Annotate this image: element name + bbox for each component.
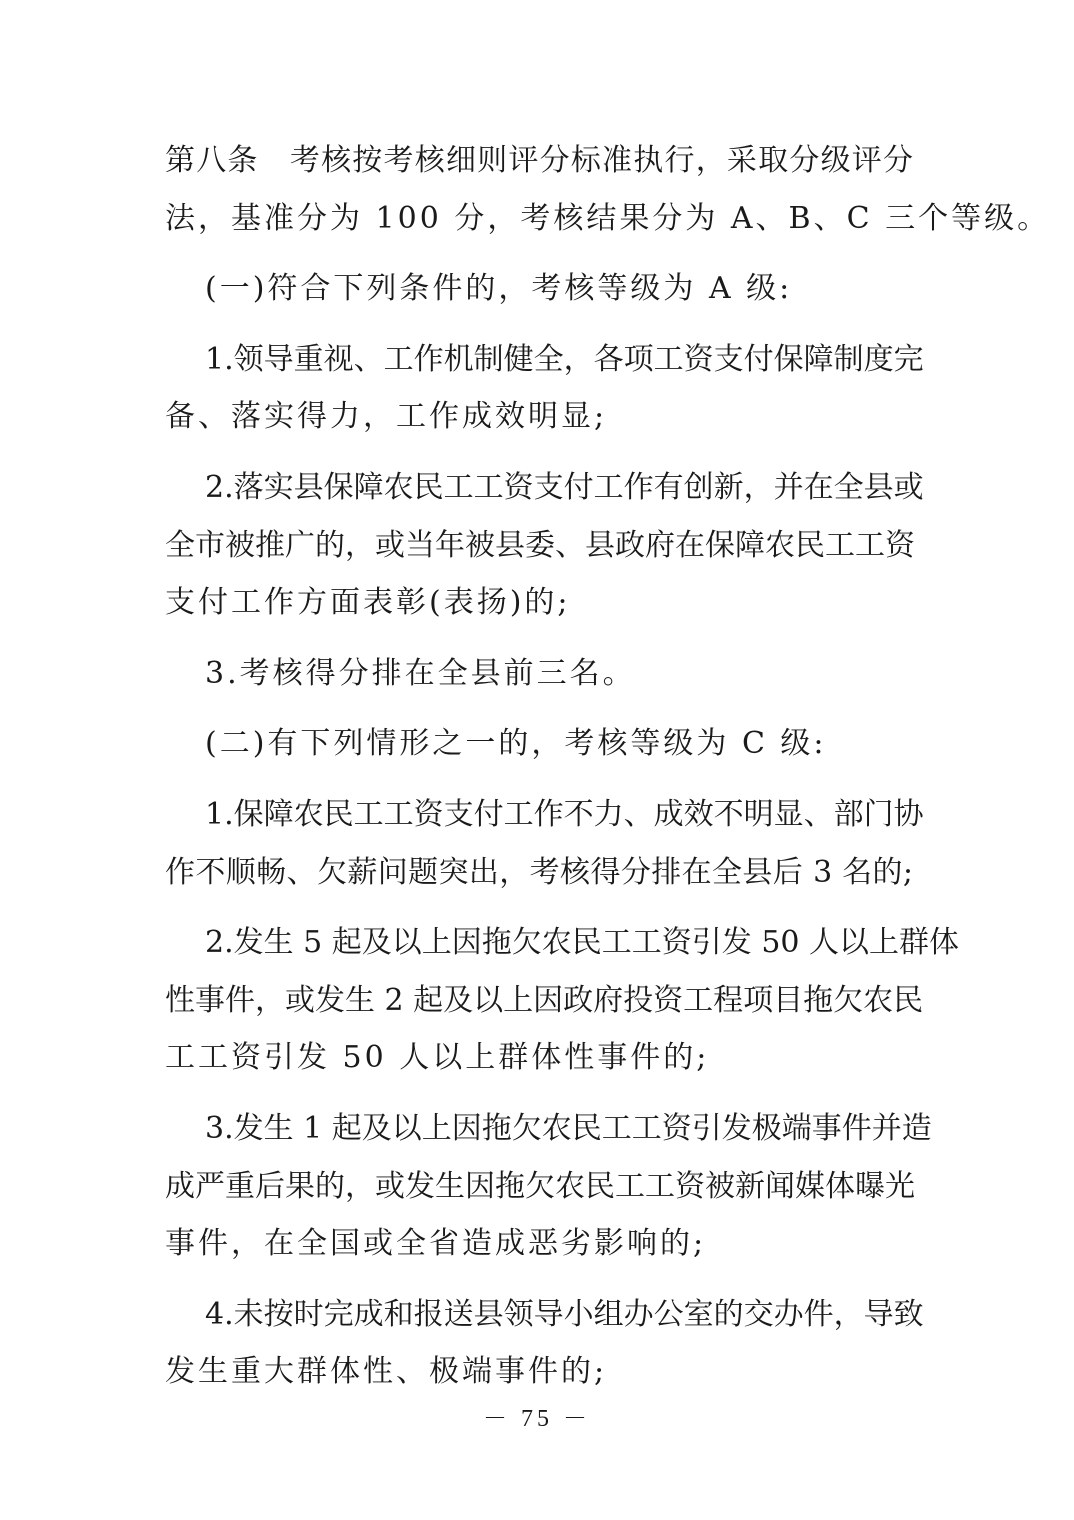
c-item-3-line-3: 事件，在全国或全省造成恶劣影响的;: [165, 1226, 707, 1262]
section-c-heading: (二)有下列情形之一的，考核等级为 C 级:: [205, 726, 827, 762]
a-item-2-line-3: 支付工作方面表彰(表扬)的;: [165, 585, 571, 621]
section-a-heading: (一)符合下列条件的，考核等级为 A 级:: [205, 271, 793, 307]
a-item-2-line-2: 全市被推广的，或当年被县委、县政府在保障农民工工资: [165, 527, 915, 563]
c-item-1-line-1: 1.保障农民工工资支付工作不力、成效不明显、部门协: [205, 796, 924, 832]
c-item-2-line-3: 工工资引发 50 人以上群体性事件的;: [165, 1040, 710, 1076]
article-8-line-1: 第八条 考核按考核细则评分标准执行，采取分级评分: [165, 143, 913, 178]
c-item-4-line-1: 4.未按时完成和报送县领导小组办公室的交办件，导致: [205, 1296, 924, 1332]
c-item-4-line-2: 发生重大群体性、极端事件的;: [165, 1354, 608, 1390]
page-number: － 75 －: [483, 1406, 591, 1432]
a-item-3: 3.考核得分排在全县前三名。: [205, 655, 636, 691]
article-8-line-2: 法，基准分为 100 分，考核结果分为 A、B、C 三个等级。: [165, 200, 1051, 236]
c-item-2-line-2: 性事件，或发生 2 起及以上因政府投资工程项目拖欠农民: [165, 982, 924, 1018]
c-item-3-line-2: 成严重后果的，或发生因拖欠农民工工资被新闻媒体曝光: [165, 1168, 915, 1204]
c-item-3-line-1: 3.发生 1 起及以上因拖欠农民工工资引发极端事件并造: [205, 1110, 932, 1146]
a-item-2-line-1: 2.落实县保障农民工工资支付工作有创新，并在全县或: [205, 469, 924, 505]
a-item-1-line-2: 备、落实得力，工作成效明显;: [165, 399, 608, 435]
c-item-1-line-2: 作不顺畅、欠薪问题突出，考核得分排在全县后 3 名的;: [165, 854, 913, 890]
a-item-1-line-1: 1.领导重视、工作机制健全，各项工资支付保障制度完: [205, 341, 924, 377]
c-item-2-line-1: 2.发生 5 起及以上因拖欠农民工工资引发 50 人以上群体: [205, 925, 960, 961]
body-text: [165, 132, 1051, 1401]
